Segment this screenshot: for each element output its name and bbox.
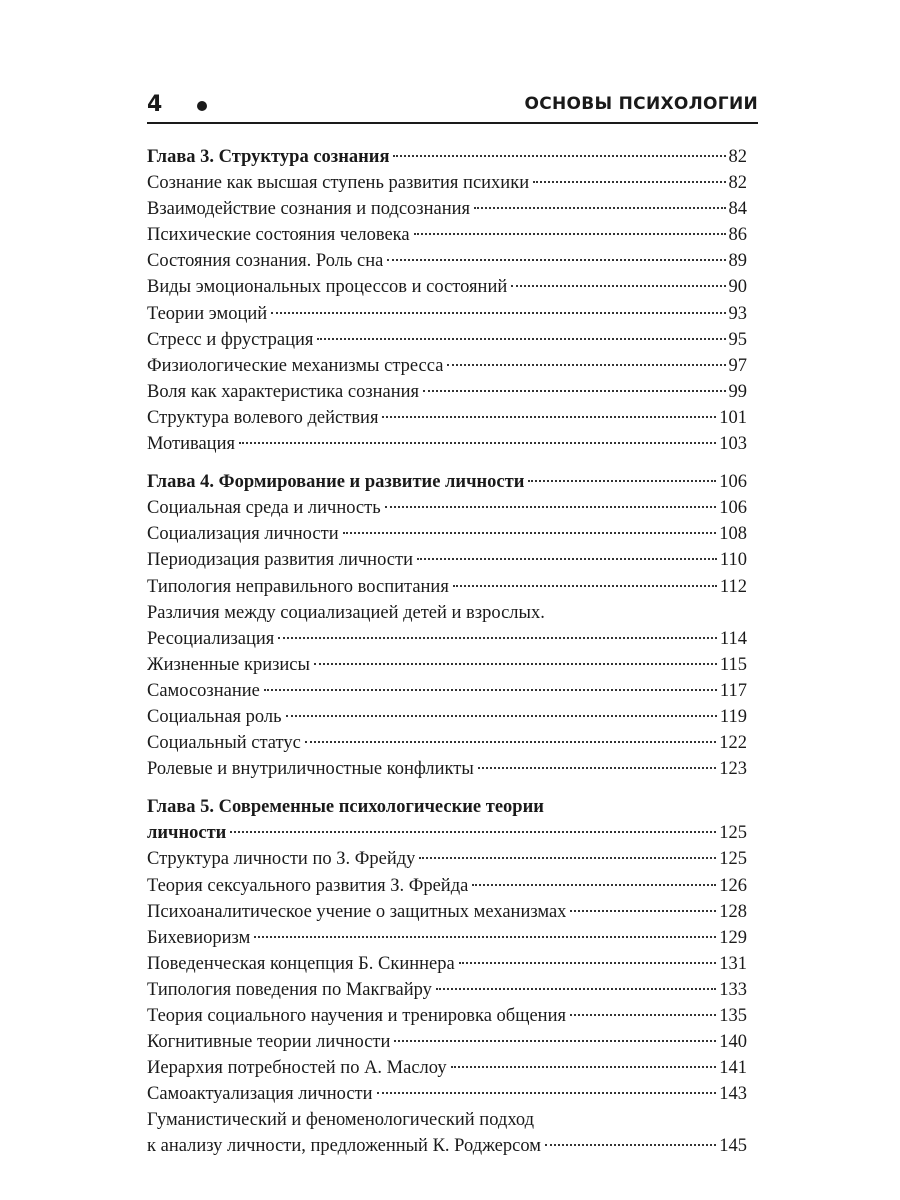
dot-leader (394, 1040, 716, 1042)
entry-page-number: 135 (719, 1006, 747, 1026)
entry-title: Когнитивные теории личности (147, 1032, 391, 1053)
entry-row (147, 925, 747, 951)
entry-page-number: 99 (728, 381, 747, 402)
entry-page-number: 143 (719, 1084, 747, 1105)
dot-leader (314, 663, 717, 665)
entry-title: Самоактуализация личности (147, 1084, 373, 1105)
entry-title: Социальный статус (147, 733, 301, 754)
entry-page-number: 110 (719, 550, 747, 571)
toc-entry (147, 327, 747, 353)
entry-title: Взаимодействие сознания и подсознания (147, 199, 471, 220)
entry-title: Ресоциализация (147, 628, 275, 649)
entry-page-number: 106 (719, 472, 747, 493)
entry-row (147, 521, 747, 547)
toc-entry (147, 1081, 747, 1107)
toc-entry (147, 846, 747, 872)
dot-leader (278, 637, 717, 639)
dot-leader (453, 585, 717, 587)
entry-title: Социальная среда и личность (147, 498, 381, 519)
entry-row (147, 274, 747, 300)
dot-leader (459, 962, 717, 964)
entry-page-number: 114 (719, 628, 747, 649)
entry-row (147, 170, 747, 196)
entry-page-number: 101 (719, 407, 747, 428)
entry-page-number: 117 (719, 680, 747, 701)
entry-row (147, 820, 747, 846)
entry-row (147, 730, 747, 756)
entry-row (147, 196, 747, 222)
entry-page-number: 97 (728, 355, 747, 376)
entry-row (147, 379, 747, 405)
entry-title: Стресс и фрустрация (147, 329, 314, 350)
dot-leader (436, 988, 716, 990)
entry-page-number: 115 (719, 654, 747, 675)
toc-entry (147, 405, 747, 431)
dot-leader (414, 233, 726, 235)
toc-entry (147, 521, 747, 547)
entry-page-number: 125 (719, 823, 747, 844)
entry-row (147, 678, 747, 704)
filled-circle-icon (197, 101, 207, 111)
entry-row (147, 756, 747, 782)
entry-row (147, 1003, 747, 1029)
entry-title: Состояния сознания. Роль сна (147, 251, 384, 272)
entry-page-number: 125 (719, 849, 747, 870)
entry-title: Психоаналитическое учение о защитных механизмах (147, 901, 567, 922)
dot-leader (423, 390, 725, 392)
entry-page-number: 93 (728, 303, 747, 324)
toc-entry (147, 353, 747, 379)
entry-title-line: Различия между социализацией детей и взрослых. (147, 602, 545, 623)
entry-row (147, 873, 747, 899)
dot-leader (286, 715, 717, 717)
toc-entry (147, 274, 747, 300)
entry-page-number: 122 (719, 733, 747, 754)
dot-leader (417, 558, 717, 560)
entry-page-number: 141 (719, 1058, 747, 1079)
entry-row (147, 626, 747, 652)
entry-title-line: Гуманистический и феноменологический подход (147, 1110, 535, 1131)
running-head (147, 88, 758, 124)
entry-title: Физиологические механизмы стресса (147, 355, 444, 376)
entry-row (147, 1081, 747, 1107)
dot-leader (570, 910, 716, 912)
entry-title: Глава 4. Формирование и развитие личности (147, 472, 525, 493)
entry-row (147, 353, 747, 379)
dot-leader (343, 532, 717, 534)
entry-row (147, 652, 747, 678)
entry-row (147, 495, 747, 521)
table-of-contents (147, 144, 747, 1172)
entry-row (147, 405, 747, 431)
toc-entry (147, 756, 747, 782)
entry-title: Воля как характеристика сознания (147, 381, 420, 402)
entry-row (147, 248, 747, 274)
entry-page-number: 89 (728, 251, 747, 272)
entry-row (147, 327, 747, 353)
toc-entry (147, 1055, 747, 1081)
toc-chapter (147, 469, 747, 782)
entry-title: Типология неправильного воспитания (147, 576, 449, 597)
entry-row (147, 469, 747, 495)
dot-leader (385, 506, 717, 508)
toc-entry (147, 1029, 747, 1055)
dot-leader (239, 442, 716, 444)
entry-title: Социализация личности (147, 524, 339, 545)
chapter-heading (147, 469, 747, 495)
dot-leader (419, 857, 716, 859)
toc-entry (147, 977, 747, 1003)
entry-row (147, 574, 747, 600)
entry-page-number: 103 (719, 434, 747, 455)
entry-page-number: 128 (719, 901, 747, 922)
entry-title: Самосознание (147, 680, 260, 701)
dot-leader (570, 1014, 716, 1016)
dot-leader (451, 1066, 717, 1068)
toc-entry (147, 925, 747, 951)
dot-leader (478, 767, 716, 769)
dot-leader (254, 936, 716, 938)
entry-title: Поведенческая концепция Б. Скиннера (147, 953, 455, 974)
entry-title: личности (147, 823, 227, 844)
entry-page-number: 108 (719, 524, 747, 545)
dot-leader (545, 1144, 716, 1146)
entry-title: Теория социального научения и тренировка общения (147, 1006, 566, 1026)
dot-leader (305, 741, 716, 743)
entry-title: Иерархия потребностей по А. Маслоу (147, 1058, 447, 1079)
entry-row (147, 1055, 747, 1081)
page-number: 4 (147, 92, 163, 117)
entry-page-number: 140 (719, 1032, 747, 1053)
entry-row (147, 704, 747, 730)
toc-entry (147, 951, 747, 977)
dot-leader (472, 884, 716, 886)
entry-row (147, 977, 747, 1003)
toc-entry (147, 495, 747, 521)
entry-page-number: 95 (728, 329, 747, 350)
entry-title: Типология поведения по Макгвайру (147, 979, 432, 1000)
toc-entry (147, 301, 747, 327)
toc-entry (147, 730, 747, 756)
entry-title: к анализу личности, предложенный К. Роджерсом (147, 1136, 541, 1157)
entry-page-number: 82 (728, 147, 747, 167)
entry-row (147, 951, 747, 977)
entry-title-line: Глава 5. Современные психологические теории (147, 797, 544, 818)
dot-leader (264, 689, 717, 691)
entry-row (147, 1133, 747, 1159)
entry-page-number: 129 (719, 927, 747, 948)
toc-entry (147, 1107, 747, 1159)
chapter-heading (147, 144, 747, 170)
entry-title: Глава 3. Структура сознания (147, 147, 390, 167)
entry-row (147, 846, 747, 872)
entry-page-number: 112 (719, 576, 747, 597)
entry-page-number: 106 (719, 498, 747, 519)
entry-title: Периодизация развития личности (147, 550, 413, 571)
entry-page-number: 126 (719, 875, 747, 896)
toc-chapter (147, 794, 747, 1159)
entry-row (147, 899, 747, 925)
entry-page-number: 82 (728, 173, 747, 194)
entry-row (147, 547, 747, 573)
toc-entry (147, 1003, 747, 1029)
toc-entry (147, 431, 747, 457)
dot-leader (533, 181, 725, 183)
entry-title: Жизненные кризисы (147, 654, 310, 675)
entry-title: Теории эмоций (147, 303, 268, 324)
entry-title: Бихевиоризм (147, 927, 251, 948)
entry-row (147, 301, 747, 327)
toc-entry (147, 652, 747, 678)
entry-row (147, 144, 747, 170)
toc-entry (147, 678, 747, 704)
entry-page-number: 86 (728, 225, 747, 246)
entry-row (147, 1029, 747, 1055)
entry-title: Структура личности по З. Фрейду (147, 849, 416, 870)
dot-leader (474, 207, 725, 209)
dot-leader (528, 480, 716, 482)
entry-page-number: 131 (719, 953, 747, 974)
entry-title: Структура волевого действия (147, 407, 379, 428)
entry-title: Сознание как высшая ступень развития психики (147, 173, 530, 194)
entry-title: Ролевые и внутриличностные конфликты (147, 759, 474, 780)
entry-page-number: 119 (719, 706, 747, 727)
toc-entry (147, 899, 747, 925)
entry-title: Психические состояния человека (147, 225, 410, 246)
dot-leader (377, 1092, 717, 1094)
toc-chapter (147, 144, 747, 457)
entry-page-number: 84 (728, 199, 747, 220)
dot-leader (511, 285, 725, 287)
toc-entry (147, 170, 747, 196)
toc-entry (147, 379, 747, 405)
toc-entry (147, 574, 747, 600)
toc-entry (147, 547, 747, 573)
toc-entry (147, 873, 747, 899)
entry-page-number: 133 (719, 979, 747, 1000)
entry-row (147, 222, 747, 248)
toc-entry (147, 196, 747, 222)
dot-leader (447, 364, 725, 366)
dot-leader (382, 416, 716, 418)
dot-leader (271, 312, 725, 314)
entry-page-number: 90 (728, 277, 747, 298)
toc-entry (147, 248, 747, 274)
entry-title: Теория сексуального развития З. Фрейда (147, 875, 469, 896)
toc-entry (147, 600, 747, 652)
entry-page-number: 123 (719, 759, 747, 780)
entry-title: Социальная роль (147, 706, 282, 727)
entry-title: Мотивация (147, 434, 235, 455)
dot-leader (317, 338, 725, 340)
dot-leader (393, 155, 725, 157)
dot-leader (387, 259, 725, 261)
dot-leader (230, 831, 716, 833)
entry-page-number: 145 (719, 1136, 747, 1157)
entry-title: Виды эмоциональных процессов и состояний (147, 277, 508, 298)
toc-entry (147, 704, 747, 730)
chapter-heading (147, 794, 747, 846)
book-title: ОСНОВЫ ПСИХОЛОГИИ (524, 94, 758, 114)
entry-row (147, 431, 747, 457)
toc-entry (147, 222, 747, 248)
